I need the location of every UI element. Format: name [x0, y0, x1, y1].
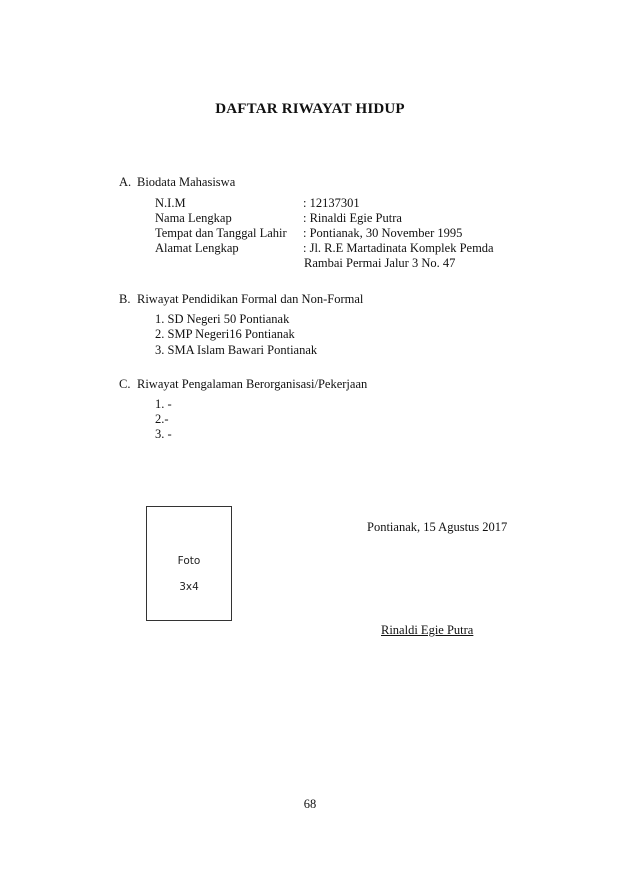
- section-c-letter: C.: [119, 377, 131, 391]
- field-value-address: : Jl. R.E Martadinata Komplek Pemda: [303, 241, 494, 255]
- photo-label: Foto: [177, 555, 201, 567]
- section-b-letter: B.: [119, 292, 131, 306]
- field-value-nim: : 12137301: [303, 196, 360, 210]
- education-item: 2. SMP Negeri16 Pontianak: [155, 327, 295, 341]
- section-b-title: Riwayat Pendidikan Formal dan Non-Formal: [137, 292, 364, 306]
- field-label-name: Nama Lengkap: [155, 211, 232, 225]
- field-value-address-line2: Rambai Permai Jalur 3 No. 47: [304, 256, 456, 270]
- experience-item: 1. -: [155, 397, 172, 411]
- section-a-title: Biodata Mahasiswa: [137, 175, 236, 189]
- field-label-birth: Tempat dan Tanggal Lahir: [155, 226, 287, 240]
- section-a-letter: A.: [119, 175, 132, 189]
- field-value-name: : Rinaldi Egie Putra: [303, 211, 402, 225]
- photo-size: 3x4: [179, 581, 199, 593]
- signature-name: Rinaldi Egie Putra: [381, 623, 474, 637]
- field-label-nim: N.I.M: [155, 196, 186, 210]
- page-number: 68: [303, 797, 317, 811]
- field-label-address: Alamat Lengkap: [155, 241, 239, 255]
- experience-item: 2.-: [155, 412, 169, 426]
- place-date: Pontianak, 15 Agustus 2017: [367, 520, 508, 534]
- field-value-birth: : Pontianak, 30 November 1995: [303, 226, 463, 240]
- photo-placeholder: [146, 506, 232, 621]
- document-title: DAFTAR RIWAYAT HIDUP: [215, 101, 405, 117]
- experience-item: 3. -: [155, 427, 172, 441]
- education-item: 1. SD Negeri 50 Pontianak: [155, 312, 290, 326]
- section-c-title: Riwayat Pengalaman Berorganisasi/Pekerjaan: [137, 377, 368, 391]
- education-item: 3. SMA Islam Bawari Pontianak: [155, 343, 318, 357]
